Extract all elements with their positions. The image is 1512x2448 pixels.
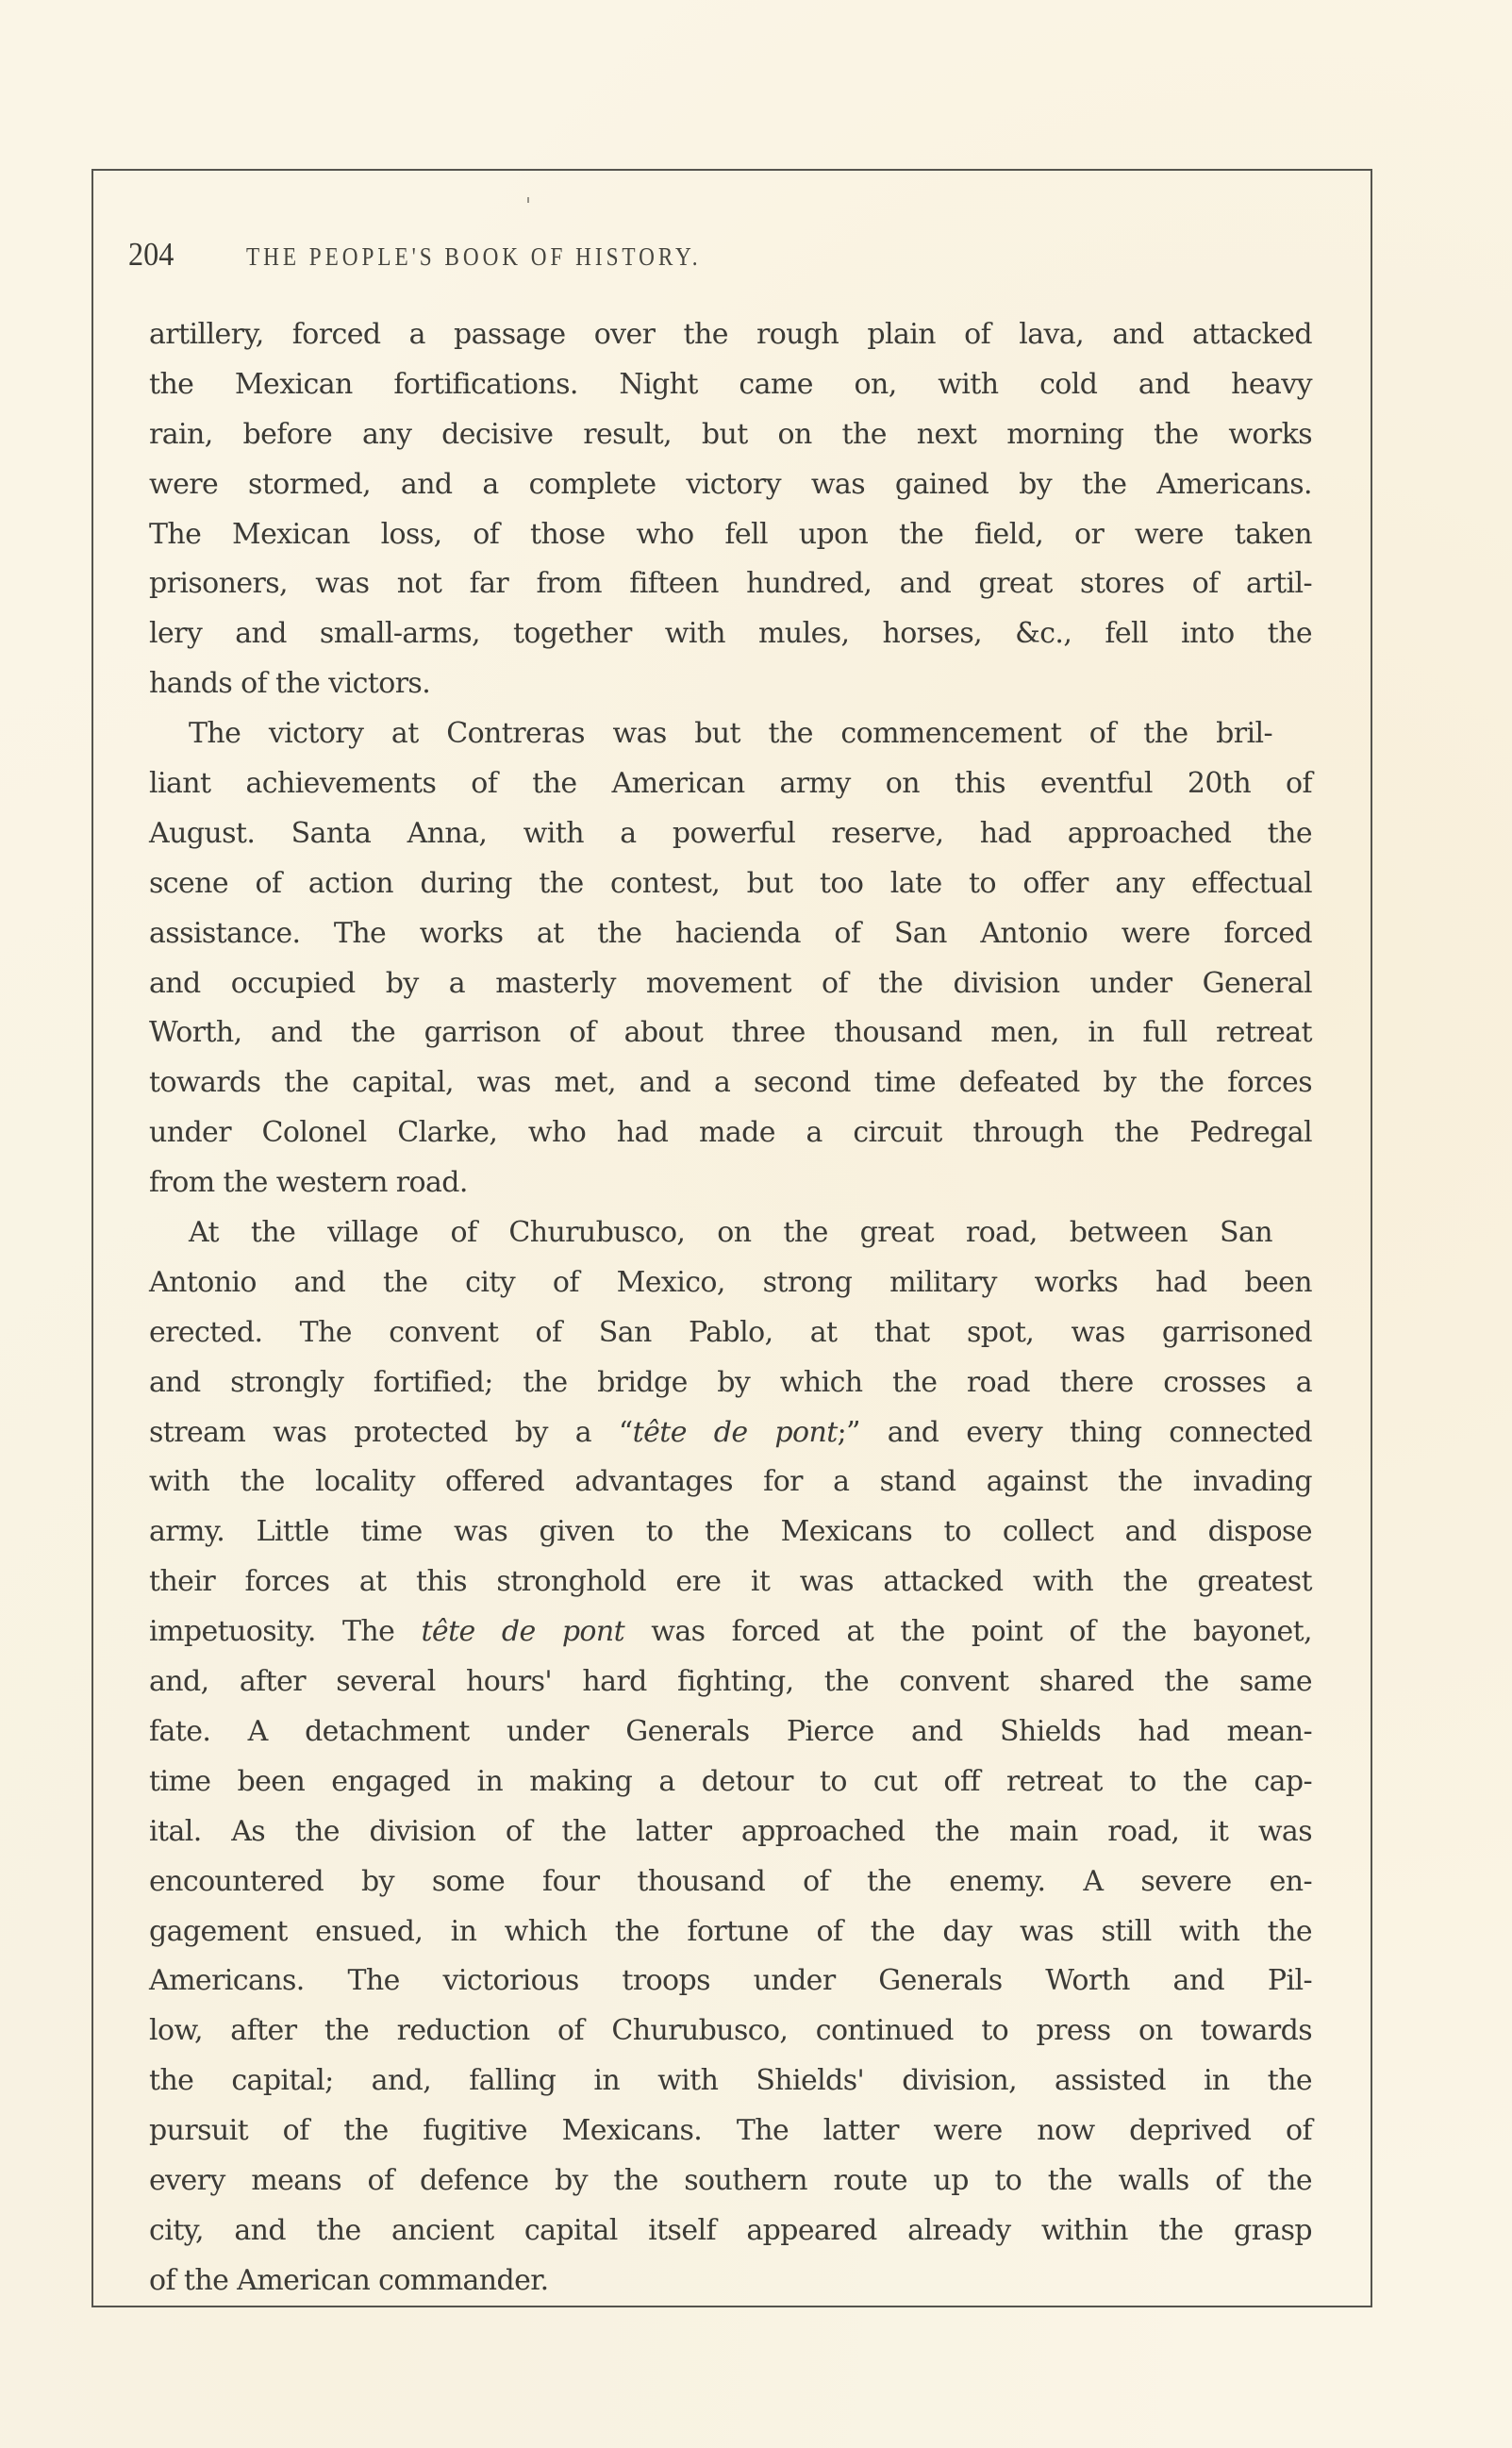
- text-line-content: erected. The convent of San Pablo, at that spot, was garrisoned: [149, 1315, 1312, 1349]
- text-line: [149, 1757, 1312, 1807]
- text-line: [149, 709, 1312, 759]
- paragraph-3: [149, 1208, 1312, 2306]
- paragraph-2: [149, 709, 1312, 1208]
- text-line: [149, 609, 1312, 659]
- text-line-content: were stormed, and a complete victory was gained by the Americans.: [149, 467, 1312, 501]
- text-line: [149, 510, 1312, 560]
- text-line: [149, 909, 1312, 959]
- text-line-content: city, and the ancient capital itself appeared already within the grasp: [149, 2213, 1312, 2247]
- text-line: [149, 1657, 1312, 1707]
- text-line-content: and strongly fortified; the bridge by which the road there crosses a: [149, 1365, 1312, 1399]
- text-line-content: pursuit of the fugitive Mexicans. The latter were now deprived of: [149, 2114, 1312, 2148]
- text-line-content: rain, before any decisive result, but on the next morning the works: [149, 417, 1312, 451]
- text-line-content: stream was protected by a “tête de pont;” and every thing connected: [149, 1415, 1312, 1449]
- text-line-content: every means of defence by the southern route up to the walls of the: [149, 2163, 1312, 2197]
- text-line-content: impetuosity. The tête de pont was forced at the point of the bayonet,: [149, 1615, 1312, 1649]
- text-line: [149, 1208, 1312, 1258]
- text-line-content: their forces at this stronghold ere it was attacked with the greatest: [149, 1565, 1312, 1599]
- text-line: [149, 759, 1312, 809]
- text-line-content: fate. A detachment under Generals Pierce and Shields had mean-: [149, 1714, 1312, 1748]
- text-line: [149, 1807, 1312, 1857]
- text-line-content: The victory at Contreras was but the commencement of the bril-: [189, 717, 1272, 751]
- text-line: [149, 1907, 1312, 1957]
- text-line-content: ital. As the division of the latter approached the main road, it was: [149, 1814, 1312, 1848]
- text-line: [149, 2057, 1312, 2107]
- text-line-content: the capital; and, falling in with Shields' division, assisted in the: [149, 2064, 1312, 2098]
- text-line-content: and, after several hours' hard fighting, the convent shared the same: [149, 1665, 1312, 1699]
- italic-phrase: tête de pont: [632, 1415, 838, 1449]
- text-line: [149, 809, 1312, 859]
- text-line-content: August. Santa Anna, with a powerful reserve, had approached the: [149, 816, 1312, 850]
- text-line-content: and occupied by a masterly movement of the division under General: [149, 966, 1312, 1000]
- italic-phrase: tête de pont: [421, 1615, 625, 1649]
- text-line: [149, 2256, 1312, 2306]
- text-line: [149, 1408, 1312, 1458]
- text-line: [149, 1258, 1312, 1308]
- text-line-content: encountered by some four thousand of the enemy. A severe en-: [149, 1864, 1312, 1898]
- text-line-content: the Mexican fortifications. Night came on, with cold and heavy: [149, 367, 1312, 401]
- text-line: [149, 659, 1312, 709]
- text-line: [149, 1008, 1312, 1058]
- scan-speck: [527, 197, 529, 203]
- text-line: [149, 1707, 1312, 1757]
- text-line: [149, 1457, 1312, 1507]
- text-line-content: towards the capital, was met, and a second time defeated by the forces: [149, 1066, 1312, 1100]
- text-line: [149, 360, 1312, 410]
- text-line-content: Worth, and the garrison of about three thousand men, in full retreat: [149, 1016, 1312, 1050]
- text-line: [149, 1158, 1312, 1208]
- text-line-content: At the village of Churubusco, on the great road, between San: [189, 1216, 1272, 1250]
- text-line-content: gagement ensued, in which the fortune of the day was still with the: [149, 1914, 1312, 1948]
- text-line: [149, 2157, 1312, 2207]
- text-line-content: Americans. The victorious troops under Generals Worth and Pil-: [149, 1964, 1312, 1998]
- page-number: 204: [128, 236, 174, 273]
- text-line-content: prisoners, was not far from fifteen hundred, and great stores of artil-: [149, 567, 1312, 601]
- text-line-content: time been engaged in making a detour to cut off retreat to the cap-: [149, 1764, 1312, 1798]
- text-line-content: liant achievements of the American army on this eventful 20th of: [149, 767, 1312, 801]
- text-line-content: scene of action during the contest, but too late to offer any effectual: [149, 866, 1312, 900]
- text-line: [149, 1108, 1312, 1158]
- text-line: [149, 2007, 1312, 2057]
- text-line: [149, 460, 1312, 510]
- text-line: [149, 559, 1312, 609]
- text-line-content: The Mexican loss, of those who fell upon the field, or were taken: [149, 517, 1312, 551]
- text-line: [149, 1358, 1312, 1408]
- text-line: [149, 310, 1312, 360]
- text-line-content: under Colonel Clarke, who had made a circuit through the Pedregal: [149, 1116, 1312, 1150]
- body-text: [149, 310, 1312, 2306]
- text-line: [149, 959, 1312, 1009]
- text-line: [149, 1957, 1312, 2007]
- text-line-content: assistance. The works at the hacienda of San Antonio were forced: [149, 916, 1312, 950]
- text-line-content: hands of the victors.: [149, 667, 431, 701]
- text-line-content: of the American commander.: [149, 2263, 549, 2297]
- text-line: [149, 859, 1312, 909]
- text-line: [149, 2107, 1312, 2157]
- text-line: [149, 1857, 1312, 1907]
- running-header: [0, 234, 1512, 275]
- text-line-content: lery and small-arms, together with mules, horses, &c., fell into the: [149, 617, 1312, 651]
- text-line-content: Antonio and the city of Mexico, strong military works had been: [149, 1265, 1312, 1299]
- text-line: [149, 1058, 1312, 1108]
- text-line: [149, 1557, 1312, 1607]
- text-line-content: army. Little time was given to the Mexicans to collect and dispose: [149, 1515, 1312, 1549]
- text-line-content: artillery, forced a passage over the rough plain of lava, and attacked: [149, 318, 1312, 351]
- text-line: [149, 1507, 1312, 1557]
- text-line-content: low, after the reduction of Churubusco, continued to press on towards: [149, 2014, 1312, 2048]
- text-line-content: from the western road.: [149, 1166, 468, 1200]
- running-title: THE PEOPLE'S BOOK OF HISTORY.: [246, 242, 702, 271]
- text-line: [149, 2207, 1312, 2256]
- text-line-content: with the locality offered advantages for a stand against the invading: [149, 1465, 1312, 1499]
- text-line: [149, 410, 1312, 460]
- text-line: [149, 1308, 1312, 1358]
- text-line: [149, 1607, 1312, 1657]
- paragraph-1: [149, 310, 1312, 709]
